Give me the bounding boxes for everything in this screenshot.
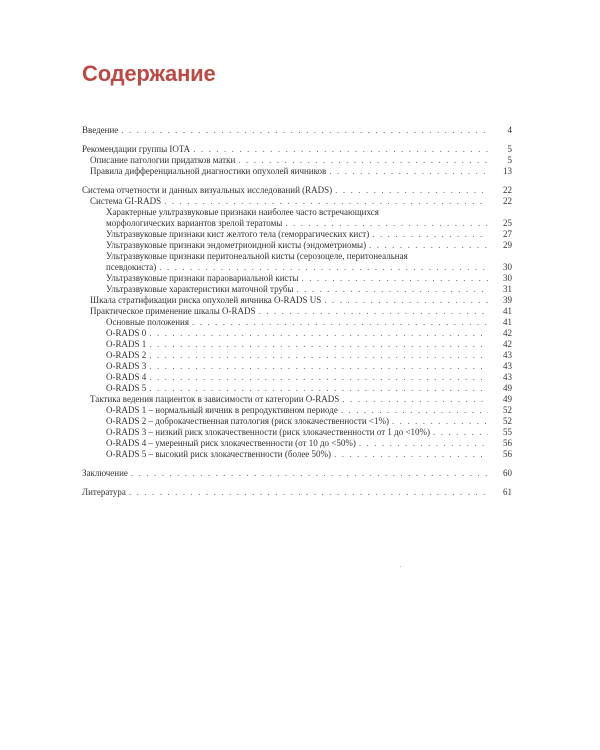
toc-page-number: 30 [503, 273, 512, 283]
toc-entry[interactable] [106, 427, 512, 438]
toc-page-number: 61 [503, 487, 512, 497]
toc-entry[interactable] [90, 155, 512, 166]
toc-page-number: 41 [503, 317, 512, 327]
toc-entry-title: Описание патологии придатков матки [90, 155, 236, 165]
toc-entry[interactable] [106, 383, 512, 394]
toc-entry[interactable] [82, 487, 512, 498]
toc-page-number: 43 [503, 361, 512, 371]
toc-entry-title: Практическое применение шкалы O-RADS [90, 306, 256, 316]
dot-leader [121, 125, 488, 136]
dot-leader [341, 405, 488, 416]
toc-entry[interactable] [106, 229, 512, 240]
toc-page-number: 25 [503, 218, 512, 228]
toc-entry-title: O-RADS 5 – высокий риск злокачественности (более 50%) [106, 449, 332, 459]
dot-leader [159, 262, 488, 273]
toc-entry[interactable] [90, 306, 512, 317]
toc-entry-title: O-RADS 5 [106, 383, 147, 393]
toc-entry-title: Ультразвуковые характеристики маточной трубы [106, 284, 294, 294]
toc-entry[interactable] [106, 284, 512, 295]
toc-entry[interactable] [90, 295, 512, 306]
toc-entry-title: O-RADS 1 – нормальный яичник в репродуктивном периоде [106, 405, 338, 415]
dot-leader [392, 416, 488, 427]
toc-entry[interactable] [106, 350, 512, 361]
toc-entry[interactable] [106, 328, 512, 339]
page-title: Содержание [82, 61, 216, 86]
toc-entry-title: O-RADS 4 [106, 372, 147, 382]
toc-page-number: 13 [503, 166, 512, 176]
dot-leader [329, 166, 488, 177]
toc-page-number: 5 [507, 144, 512, 154]
toc-page-number: 43 [503, 372, 512, 382]
toc-page-number: 27 [503, 229, 512, 239]
toc-entry[interactable] [106, 207, 512, 229]
toc-entry-title: Литература [82, 487, 126, 497]
toc-page-number: 42 [503, 328, 512, 338]
toc-entry[interactable] [82, 468, 512, 479]
toc-entry-title: Введение [82, 125, 119, 135]
toc-page-number: 39 [503, 295, 512, 305]
dot-leader [149, 372, 488, 383]
toc-entry[interactable] [106, 339, 512, 350]
toc-page-number: 5 [507, 155, 512, 165]
toc-entry[interactable] [90, 196, 512, 207]
toc-entry[interactable] [106, 438, 512, 449]
toc-entry-title-line: Ультразвуковые признаки перитонеальной кисты (серозоцеле, перитонеальная [106, 251, 408, 261]
dot-leader [433, 427, 488, 438]
toc-entry-title: Тактика ведения пациенток в зависимости от категории O-RADS [90, 394, 340, 404]
toc-entry[interactable] [90, 394, 512, 405]
toc-page-number: 56 [503, 449, 512, 459]
toc-page-number: 42 [503, 339, 512, 349]
toc-entry-title: Рекомендации группы IOTA [82, 144, 191, 154]
toc-entry-title: O-RADS 4 – умеренный риск злокачественности (от 10 до <50%) [106, 438, 356, 448]
toc-entry[interactable] [106, 240, 512, 251]
dot-leader [334, 449, 488, 460]
toc-entry-title: Шкала стратификации риска опухолей яичника O-RADS US [90, 295, 322, 305]
toc-page-number: 31 [503, 284, 512, 294]
toc-entry[interactable] [106, 449, 512, 460]
dot-leader [149, 339, 488, 350]
dot-leader [149, 328, 488, 339]
dot-leader [149, 350, 488, 361]
toc-page-number: 56 [503, 438, 512, 448]
dot-leader [296, 284, 488, 295]
toc-entry-title: Система отчетности и данных визуальных исследований (RADS) [82, 185, 333, 195]
toc-entry[interactable] [106, 273, 512, 284]
toc-entry-title: псевдокиста) [106, 262, 157, 272]
toc-entry[interactable] [82, 144, 512, 155]
toc-entry[interactable] [90, 166, 512, 177]
dot-leader [302, 273, 488, 284]
toc-entry[interactable] [82, 125, 512, 136]
toc-entry-title-line: Характерные ультразвуковые признаки наиболее часто встречающихся [106, 207, 379, 217]
toc-page-number: 30 [503, 262, 512, 272]
toc-page-number: 55 [503, 427, 512, 437]
dot-leader [131, 468, 488, 479]
toc-page-number: 41 [503, 306, 512, 316]
toc-entry-title: Правила дифференциальной диагностики опухолей яичников [90, 166, 327, 176]
toc-page-number: 22 [503, 185, 512, 195]
dot-leader [369, 240, 488, 251]
dot-leader [342, 394, 488, 405]
dot-leader [129, 487, 488, 498]
dot-leader [192, 317, 488, 328]
toc-page-number: 60 [503, 468, 512, 478]
dot-leader [335, 185, 488, 196]
toc-entry[interactable] [106, 251, 512, 273]
dot-leader [149, 383, 488, 394]
toc-entry[interactable] [106, 405, 512, 416]
dot-leader [193, 144, 488, 155]
toc-entry-title: O-RADS 0 [106, 328, 147, 338]
toc-entry[interactable] [82, 185, 512, 196]
dot-leader [164, 196, 488, 207]
toc-entry-title: Ультразвуковые признаки эндометриоидной кисты (эндометриомы) [106, 240, 367, 250]
dot-leader [259, 306, 488, 317]
toc-page-number: 43 [503, 350, 512, 360]
toc-page-number: 29 [503, 240, 512, 250]
dot-leader [372, 229, 488, 240]
toc-entry-title: Основные положения [106, 317, 189, 327]
dot-leader [324, 295, 488, 306]
toc-page-number: 52 [503, 405, 512, 415]
toc-entry-title: O-RADS 1 [106, 339, 147, 349]
toc-page-number: 49 [503, 383, 512, 393]
toc-entry-title: Ультразвуковые признаки кист желтого тела (геморрагических кист) [106, 229, 370, 239]
toc-entry-title: Система GI-RADS [90, 196, 162, 206]
toc-entry-title: O-RADS 2 [106, 350, 147, 360]
dot-leader [238, 155, 488, 166]
toc-entry[interactable] [106, 317, 512, 328]
toc-page-number: 49 [503, 394, 512, 404]
toc-page-number: 52 [503, 416, 512, 426]
toc-page-number: 22 [503, 196, 512, 206]
page-speck [400, 566, 401, 567]
toc-entry-title: Заключение [82, 468, 128, 478]
toc-entry-title: Ультразвуковые признаки параовариальной кисты [106, 273, 299, 283]
toc-entry-title: O-RADS 2 – доброкачественная патология (риск злокачественности <1%) [106, 416, 389, 426]
dot-leader [285, 218, 488, 229]
toc-entry[interactable] [106, 416, 512, 427]
toc-entry-title: O-RADS 3 [106, 361, 147, 371]
toc-entry-title: морфологических вариантов зрелой тератомы [106, 218, 283, 228]
dot-leader [149, 361, 488, 372]
toc-entry[interactable] [106, 361, 512, 372]
toc-entry[interactable] [106, 372, 512, 383]
toc-page-number: 4 [507, 125, 512, 135]
dot-leader [359, 438, 488, 449]
toc-entry-title: O-RADS 3 – низкий риск злокачественности (риск злокачественности от 1 до <10%) [106, 427, 431, 437]
table-of-contents [82, 125, 512, 498]
